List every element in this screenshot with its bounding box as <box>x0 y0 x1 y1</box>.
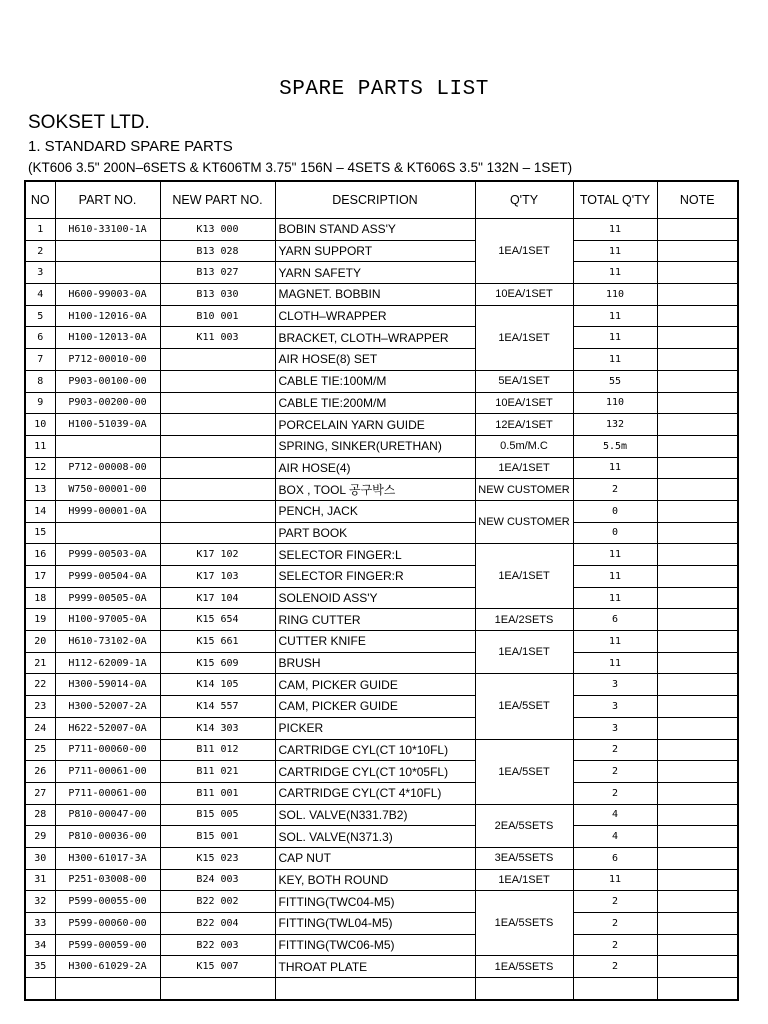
row-new-part-no <box>160 479 275 501</box>
row-description: SELECTOR FINGER:L <box>275 544 475 566</box>
table-row <box>25 370 738 392</box>
section-heading: 1. STANDARD SPARE PARTS <box>28 138 233 155</box>
row-qty: 1EA/1SET <box>475 631 573 674</box>
row-note <box>657 609 738 631</box>
row-note <box>657 500 738 522</box>
row-total-qty: 6 <box>573 609 657 631</box>
row-total-qty: 4 <box>573 826 657 848</box>
row-no: 15 <box>25 522 55 544</box>
row-qty: 1EA/5SETS <box>475 891 573 956</box>
row-note <box>657 739 738 761</box>
row-new-part-no: K17 103 <box>160 566 275 588</box>
row-note <box>657 674 738 696</box>
row-description: SOLENOID ASS'Y <box>275 587 475 609</box>
row-part-no <box>55 262 160 284</box>
row-no: 1 <box>25 219 55 241</box>
row-no: 34 <box>25 934 55 956</box>
row-note <box>657 327 738 349</box>
row-part-no: H300-61029-2A <box>55 956 160 978</box>
row-new-part-no: K14 303 <box>160 717 275 739</box>
table-row <box>25 349 738 371</box>
row-total-qty: 2 <box>573 782 657 804</box>
row-note <box>657 631 738 653</box>
row-new-part-no: K15 661 <box>160 631 275 653</box>
row-total-qty: 11 <box>573 631 657 653</box>
row-total-qty: 11 <box>573 457 657 479</box>
row-qty: NEW CUSTOMER <box>475 500 573 543</box>
row-total-qty: 11 <box>573 349 657 371</box>
row-total-qty: 2 <box>573 934 657 956</box>
row-new-part-no <box>160 349 275 371</box>
row-part-no: H100-12013-0A <box>55 327 160 349</box>
table-row <box>25 826 738 848</box>
table-row <box>25 414 738 436</box>
table-row <box>25 739 738 761</box>
row-note <box>657 305 738 327</box>
row-no: 24 <box>25 717 55 739</box>
row-note <box>657 240 738 262</box>
row-no: 2 <box>25 240 55 262</box>
row-no: 22 <box>25 674 55 696</box>
row-part-no: P599-00059-00 <box>55 934 160 956</box>
row-qty: 12EA/1SET <box>475 414 573 436</box>
row-new-part-no: K11 003 <box>160 327 275 349</box>
row-qty: 1EA/1SET <box>475 457 573 479</box>
empty-cell <box>573 978 657 1000</box>
row-new-part-no: B10 001 <box>160 305 275 327</box>
row-description: YARN SAFETY <box>275 262 475 284</box>
row-note <box>657 826 738 848</box>
row-total-qty: 11 <box>573 219 657 241</box>
row-no: 20 <box>25 631 55 653</box>
row-note <box>657 392 738 414</box>
row-note <box>657 913 738 935</box>
header-new-part-no: NEW PART NO. <box>160 181 275 219</box>
empty-cell <box>657 978 738 1000</box>
row-new-part-no <box>160 457 275 479</box>
row-part-no: P810-00047-00 <box>55 804 160 826</box>
row-note <box>657 262 738 284</box>
row-new-part-no <box>160 500 275 522</box>
row-part-no: W750-00001-00 <box>55 479 160 501</box>
row-note <box>657 457 738 479</box>
table-row <box>25 869 738 891</box>
row-no: 35 <box>25 956 55 978</box>
row-new-part-no: B11 001 <box>160 782 275 804</box>
table-row <box>25 609 738 631</box>
row-qty: 1EA/5SET <box>475 739 573 804</box>
row-qty: 1EA/5SETS <box>475 956 573 978</box>
row-qty: 1EA/1SET <box>475 305 573 370</box>
row-total-qty: 2 <box>573 956 657 978</box>
table-row <box>25 219 738 241</box>
models-subtitle: (KT606 3.5" 200N–6SETS & KT606TM 3.75" 156N – 4SETS & KT606S 3.5" 132N – 1SET) <box>28 160 573 175</box>
row-new-part-no: B11 012 <box>160 739 275 761</box>
row-new-part-no <box>160 435 275 457</box>
row-description: PICKER <box>275 717 475 739</box>
row-no: 32 <box>25 891 55 913</box>
row-new-part-no <box>160 522 275 544</box>
row-description: CARTRIDGE CYL(CT 4*10FL) <box>275 782 475 804</box>
header-total-qty: TOTAL Q'TY <box>573 181 657 219</box>
row-description: CABLE TIE:200M/M <box>275 392 475 414</box>
row-new-part-no: K15 007 <box>160 956 275 978</box>
row-no: 19 <box>25 609 55 631</box>
header-qty: Q'TY <box>475 181 573 219</box>
row-note <box>657 761 738 783</box>
row-no: 11 <box>25 435 55 457</box>
table-row <box>25 891 738 913</box>
row-note <box>657 956 738 978</box>
empty-cell <box>160 978 275 1000</box>
row-description: PENCH, JACK <box>275 500 475 522</box>
row-new-part-no: K15 609 <box>160 652 275 674</box>
row-part-no: P810-00036-00 <box>55 826 160 848</box>
row-no: 16 <box>25 544 55 566</box>
row-total-qty: 11 <box>573 305 657 327</box>
row-no: 23 <box>25 696 55 718</box>
row-total-qty: 4 <box>573 804 657 826</box>
row-part-no: H622-52007-0A <box>55 717 160 739</box>
row-description: PORCELAIN YARN GUIDE <box>275 414 475 436</box>
empty-cell <box>475 978 573 1000</box>
row-description: SPRING, SINKER(URETHAN) <box>275 435 475 457</box>
row-qty: 5EA/1SET <box>475 370 573 392</box>
table-row <box>25 847 738 869</box>
row-new-part-no <box>160 392 275 414</box>
row-description: BOBIN STAND ASS'Y <box>275 219 475 241</box>
row-note <box>657 522 738 544</box>
company-name: SOKSET LTD. <box>28 112 150 133</box>
row-note <box>657 219 738 241</box>
row-no: 12 <box>25 457 55 479</box>
row-total-qty: 11 <box>573 652 657 674</box>
table-row <box>25 305 738 327</box>
row-description: RING CUTTER <box>275 609 475 631</box>
row-description: CARTRIDGE CYL(CT 10*10FL) <box>275 739 475 761</box>
table-row <box>25 435 738 457</box>
row-total-qty: 11 <box>573 869 657 891</box>
row-qty: 1EA/1SET <box>475 544 573 609</box>
table-row <box>25 652 738 674</box>
row-description: CAM, PICKER GUIDE <box>275 696 475 718</box>
row-no: 14 <box>25 500 55 522</box>
row-part-no: P712-00010-00 <box>55 349 160 371</box>
empty-cell <box>55 978 160 1000</box>
row-part-no: P999-00504-0A <box>55 566 160 588</box>
row-no: 8 <box>25 370 55 392</box>
row-description: FITTING(TWL04-M5) <box>275 913 475 935</box>
row-no: 4 <box>25 284 55 306</box>
row-no: 9 <box>25 392 55 414</box>
row-total-qty: 2 <box>573 761 657 783</box>
row-qty: 10EA/1SET <box>475 284 573 306</box>
row-note <box>657 782 738 804</box>
row-total-qty: 6 <box>573 847 657 869</box>
row-description: BRACKET, CLOTH–WRAPPER <box>275 327 475 349</box>
row-description: FITTING(TWC04-M5) <box>275 891 475 913</box>
row-description: PART BOOK <box>275 522 475 544</box>
row-no: 3 <box>25 262 55 284</box>
row-part-no: H610-73102-0A <box>55 631 160 653</box>
row-total-qty: 55 <box>573 370 657 392</box>
row-no: 27 <box>25 782 55 804</box>
row-description: THROAT PLATE <box>275 956 475 978</box>
table-header-row <box>25 181 738 219</box>
row-total-qty: 11 <box>573 327 657 349</box>
row-no: 18 <box>25 587 55 609</box>
table-row <box>25 761 738 783</box>
row-total-qty: 11 <box>573 587 657 609</box>
row-part-no: P599-00055-00 <box>55 891 160 913</box>
row-description: AIR HOSE(4) <box>275 457 475 479</box>
row-new-part-no: B13 030 <box>160 284 275 306</box>
row-total-qty: 2 <box>573 479 657 501</box>
row-description: YARN SUPPORT <box>275 240 475 262</box>
row-no: 29 <box>25 826 55 848</box>
row-note <box>657 804 738 826</box>
row-no: 13 <box>25 479 55 501</box>
table-row <box>25 674 738 696</box>
row-new-part-no: K17 104 <box>160 587 275 609</box>
row-part-no: H300-52007-2A <box>55 696 160 718</box>
row-note <box>657 349 738 371</box>
row-no: 7 <box>25 349 55 371</box>
row-part-no: P999-00505-0A <box>55 587 160 609</box>
header-note: NOTE <box>657 181 738 219</box>
row-note <box>657 566 738 588</box>
row-qty: 1EA/2SETS <box>475 609 573 631</box>
row-description: FITTING(TWC06-M5) <box>275 934 475 956</box>
table-row <box>25 327 738 349</box>
table-row <box>25 500 738 522</box>
row-no: 5 <box>25 305 55 327</box>
row-new-part-no: B13 027 <box>160 262 275 284</box>
row-part-no: H100-97005-0A <box>55 609 160 631</box>
row-note <box>657 696 738 718</box>
row-part-no: P711-00061-00 <box>55 761 160 783</box>
row-description: MAGNET. BOBBIN <box>275 284 475 306</box>
table-row <box>25 934 738 956</box>
row-part-no: P599-00060-00 <box>55 913 160 935</box>
row-part-no <box>55 240 160 262</box>
row-part-no: H112-62009-1A <box>55 652 160 674</box>
row-new-part-no <box>160 414 275 436</box>
row-no: 10 <box>25 414 55 436</box>
row-new-part-no: B13 028 <box>160 240 275 262</box>
row-total-qty: 110 <box>573 284 657 306</box>
empty-cell <box>275 978 475 1000</box>
page-title: SPARE PARTS LIST <box>279 78 489 101</box>
row-new-part-no: B24 003 <box>160 869 275 891</box>
row-no: 21 <box>25 652 55 674</box>
row-part-no <box>55 435 160 457</box>
row-new-part-no: B15 001 <box>160 826 275 848</box>
table-row <box>25 262 738 284</box>
table-row <box>25 782 738 804</box>
row-part-no: P712-00008-00 <box>55 457 160 479</box>
row-total-qty: 2 <box>573 739 657 761</box>
row-total-qty: 3 <box>573 717 657 739</box>
row-part-no: H600-99003-0A <box>55 284 160 306</box>
row-no: 30 <box>25 847 55 869</box>
table-row <box>25 544 738 566</box>
row-note <box>657 587 738 609</box>
row-new-part-no: B22 004 <box>160 913 275 935</box>
row-note <box>657 891 738 913</box>
row-new-part-no: K17 102 <box>160 544 275 566</box>
row-qty: 1EA/5SET <box>475 674 573 739</box>
row-description: AIR HOSE(8) SET <box>275 349 475 371</box>
row-new-part-no: K14 557 <box>160 696 275 718</box>
row-note <box>657 934 738 956</box>
table-row <box>25 587 738 609</box>
row-total-qty: 11 <box>573 262 657 284</box>
row-part-no: H100-12016-0A <box>55 305 160 327</box>
row-description: CLOTH–WRAPPER <box>275 305 475 327</box>
row-no: 31 <box>25 869 55 891</box>
row-total-qty: 132 <box>573 414 657 436</box>
row-part-no: P711-00061-00 <box>55 782 160 804</box>
row-no: 33 <box>25 913 55 935</box>
row-note <box>657 652 738 674</box>
row-description: SOL. VALVE(N371.3) <box>275 826 475 848</box>
table-row <box>25 696 738 718</box>
row-note <box>657 869 738 891</box>
row-total-qty: 3 <box>573 696 657 718</box>
row-part-no: H610-33100-1A <box>55 219 160 241</box>
table-row <box>25 956 738 978</box>
row-total-qty: 0 <box>573 500 657 522</box>
row-part-no: P711-00060-00 <box>55 739 160 761</box>
row-qty: 1EA/1SET <box>475 219 573 284</box>
table-row <box>25 717 738 739</box>
row-total-qty: 110 <box>573 392 657 414</box>
row-total-qty: 2 <box>573 891 657 913</box>
row-description: SOL. VALVE(N331.7B2) <box>275 804 475 826</box>
table-body <box>25 219 738 1000</box>
row-new-part-no: B22 003 <box>160 934 275 956</box>
row-qty: 0.5m/M.C <box>475 435 573 457</box>
row-qty: 2EA/5SETS <box>475 804 573 847</box>
table-row <box>25 804 738 826</box>
row-note <box>657 847 738 869</box>
row-total-qty: 11 <box>573 544 657 566</box>
row-part-no <box>55 522 160 544</box>
row-total-qty: 2 <box>573 913 657 935</box>
row-no: 17 <box>25 566 55 588</box>
row-note <box>657 435 738 457</box>
table-row <box>25 479 738 501</box>
row-new-part-no: K14 105 <box>160 674 275 696</box>
row-total-qty: 5.5m <box>573 435 657 457</box>
row-qty: 10EA/1SET <box>475 392 573 414</box>
table-row-empty <box>25 978 738 1000</box>
row-part-no: P903-00200-00 <box>55 392 160 414</box>
row-note <box>657 479 738 501</box>
row-new-part-no: K15 654 <box>160 609 275 631</box>
row-part-no: H999-00001-0A <box>55 500 160 522</box>
row-new-part-no <box>160 370 275 392</box>
table-row <box>25 631 738 653</box>
row-description: BOX , TOOL 공구박스 <box>275 479 475 501</box>
empty-cell <box>25 978 55 1000</box>
row-total-qty: 3 <box>573 674 657 696</box>
row-description: CABLE TIE:100M/M <box>275 370 475 392</box>
header-no: NO <box>25 181 55 219</box>
row-new-part-no: B22 002 <box>160 891 275 913</box>
row-total-qty: 0 <box>573 522 657 544</box>
table-row <box>25 522 738 544</box>
table-row <box>25 284 738 306</box>
table-row <box>25 240 738 262</box>
row-total-qty: 11 <box>573 240 657 262</box>
row-note <box>657 717 738 739</box>
row-new-part-no: K13 000 <box>160 219 275 241</box>
row-description: BRUSH <box>275 652 475 674</box>
header-description: DESCRIPTION <box>275 181 475 219</box>
row-description: CAP NUT <box>275 847 475 869</box>
row-note <box>657 414 738 436</box>
header-part-no: PART NO. <box>55 181 160 219</box>
row-qty: 3EA/5SETS <box>475 847 573 869</box>
row-note <box>657 370 738 392</box>
row-description: CUTTER KNIFE <box>275 631 475 653</box>
row-part-no: P251-03008-00 <box>55 869 160 891</box>
table-row <box>25 457 738 479</box>
row-qty: NEW CUSTOMER <box>475 479 573 501</box>
row-total-qty: 11 <box>573 566 657 588</box>
row-description: SELECTOR FINGER:R <box>275 566 475 588</box>
row-description: CARTRIDGE CYL(CT 10*05FL) <box>275 761 475 783</box>
table-row <box>25 392 738 414</box>
row-new-part-no: K15 023 <box>160 847 275 869</box>
row-part-no: H100-51039-0A <box>55 414 160 436</box>
row-new-part-no: B15 005 <box>160 804 275 826</box>
row-part-no: P999-00503-0A <box>55 544 160 566</box>
row-no: 25 <box>25 739 55 761</box>
row-note <box>657 284 738 306</box>
row-qty: 1EA/1SET <box>475 869 573 891</box>
row-part-no: H300-61017-3A <box>55 847 160 869</box>
row-no: 28 <box>25 804 55 826</box>
row-description: KEY, BOTH ROUND <box>275 869 475 891</box>
row-no: 26 <box>25 761 55 783</box>
row-part-no: H300-59014-0A <box>55 674 160 696</box>
row-note <box>657 544 738 566</box>
row-no: 6 <box>25 327 55 349</box>
spare-parts-table <box>24 180 739 1001</box>
row-new-part-no: B11 021 <box>160 761 275 783</box>
row-description: CAM, PICKER GUIDE <box>275 674 475 696</box>
row-part-no: P903-00100-00 <box>55 370 160 392</box>
table-row <box>25 566 738 588</box>
table-row <box>25 913 738 935</box>
